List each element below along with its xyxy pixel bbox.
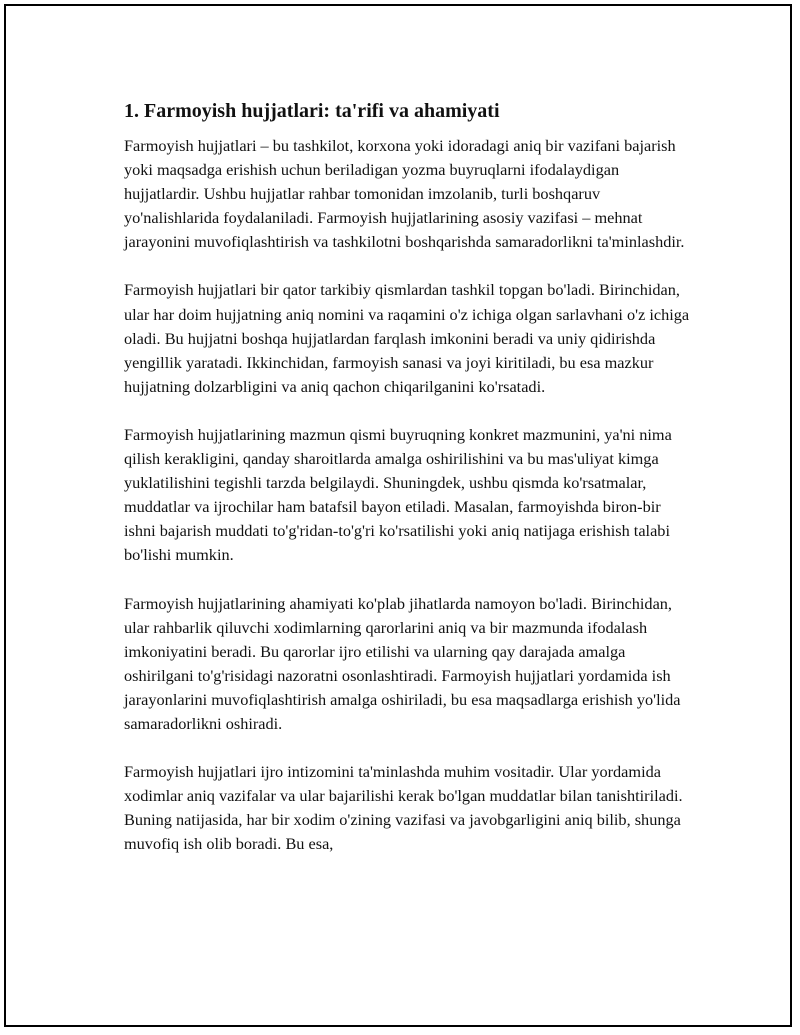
paragraph-3: Farmoyish hujjatlarining mazmun qismi buyruqning konkret mazmunini, ya'ni nima qilish kerakligini, qanday sharoitlarda amalga oshirilishini va bu mas'uliyat kimga yuklatilishini tegishli tarzda belgilaydi. Shuningdek, ushbu qismda ko'rsatmalar, muddatlar va ijrochilar ham batafsil bayon etiladi. Masalan, farmoyishda biron-bir ishni bajarish muddati to'g'ridan-to'g'ri ko'rsatilishi yoki aniq natijaga erishish talabi bo'lishi mumkin.	[124, 424, 672, 565]
paragraph-2: Farmoyish hujjatlari bir qator tarkibiy qismlardan tashkil topgan bo'ladi. Birinchidan, ular har doim hujjatning aniq nomini va raqamini o'z ichiga olgan sarlavhani o'z ichiga oladi. Bu hujjatni boshqa hujjatlardan farqlash imkonini beradi va uniy qidirishda yengillik yaratadi. Ikkinchidan, farmoyish sanasi va joyi kiritiladi, bu esa mazkur hujjatning dolzarbligini va aniq qachon chiqarilganini ko'rsatadi.	[124, 280, 690, 396]
document-body	[124, 98, 694, 880]
page-frame	[4, 4, 792, 1027]
paragraph-4: Farmoyish hujjatlarining ahamiyati ko'plab jihatlarda namoyon bo'ladi. Birinchidan, ular rahbarlik qiluvchi xodimlarning qarorlarini aniq va bir mazmunda ifodalash imkoniyatini beradi. Bu qarorlar ijro etilishi va ularning qay darajada amalga oshirilgani to'g'risidagi nazoratni osonlashtiradi. Farmoyish hujjatlari yordamida ish jarayonlarini muvofiqlashtirish amalga oshiriladi, bu esa maqsadlarga erishish yo'lida samaradorlikni oshiradi.	[124, 593, 681, 733]
paragraph-1: Farmoyish hujjatlari – bu tashkilot, korxona yoki idoradagi aniq bir vazifani bajarish yoki maqsadga erishish uchun beriladigan yozma buyruqlarni ifodalaydigan hujjatlardir. Ushbu hujjatlar rahbar tomonidan imzolanib, turli boshqaruv yo'nalishlarida foydalaniladi. Farmoyish hujjatlarining asosiy vazifasi – mehnat jarayonini muvofiqlashtirish va tashkilotni boshqarishda samaradorlikni ta'minlashdir.	[124, 136, 685, 252]
paragraph-5: Farmoyish hujjatlari ijro intizomini ta'minlashda muhim vositadir. Ular yordamida xodimlar aniq vazifalar va ular bajarilishi kerak bo'lgan muddatlar bilan tanishtiriladi. Buning natijasida, har bir xodim o'zining vazifasi va javobgarligini aniq bilib, shunga muvofiq ish olib boradi. Bu esa,	[124, 762, 683, 854]
section-heading: 1. Farmoyish hujjatlari: ta'rifi va ahamiyati	[124, 100, 500, 122]
